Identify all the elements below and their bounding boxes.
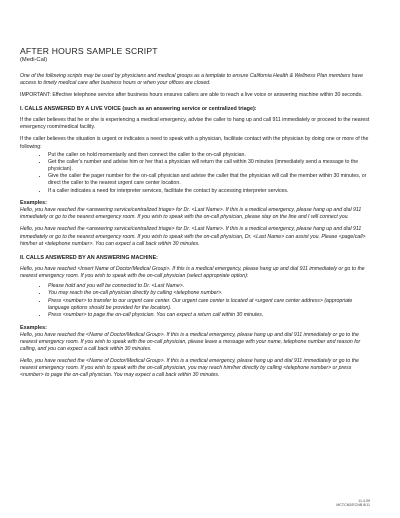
footer-line-1: 11.4.09 xyxy=(358,498,370,503)
list-item: • Give the caller the pager number for the on-call physician and advise the caller that the physician will call the member within 30 minutes, or direct the caller to the nearest urgent care center location. xyxy=(48,173,370,186)
section-2-example-2: Hello, you have reached the <Name of Doctor/Medical Group>. If this is a medical emergency, please hang up and dial 911 immediately or go to the nearest emergency room. If you wish to speak with the on-call physician, you may reach him/her directly by calling <telephone number> or press <number> to page the on-call physician. You may expect a call back within 30 minutes. xyxy=(20,358,359,379)
section-1-bullet-list xyxy=(20,152,370,195)
section-1-paragraph-1: If the caller believes that he or she is experiencing a medical emergency, advise the caller to hang up and call 911 immediately or proceed to the nearest emergency room/medical facility. xyxy=(20,117,370,131)
section-1-example-2: Hello, you have reached the <answering service/centralized triage> for Dr. <Last Name>. If this is a medical emergency, please hang up and dial 911 immediately or go to the nearest emergency room. If you wish to speak with the on-call physician, Dr. <Last Name> can assist you. Please <page/call> him/her at <telephone number>. You can expect a call back within 30 minutes. xyxy=(20,226,366,247)
page-footer xyxy=(336,499,370,508)
list-item: • Get the caller's number and advise him or her that a physician will return the call within 30 minutes (immediately send a message to the physician). xyxy=(48,159,370,172)
list-item: • Press <number> to transfer to our urgent care center. Our urgent care center is located at <urgent care center address> (appropriate language options should be provided for the location). xyxy=(48,298,370,311)
list-item: • Press <number> to page the on-call physician. You can expect a return call within 30 minutes. xyxy=(48,312,370,319)
list-item: • Please hold and you will be connected to Dr. <Last Name>. xyxy=(48,283,370,290)
list-item: • Put the caller on hold momentarily and then connect the caller to the on-call physician. xyxy=(48,152,370,159)
section-2-examples-heading: Examples: xyxy=(20,324,47,331)
section-2-heading: II. CALLS ANSWERED BY AN ANSWERING MACHINE: xyxy=(20,254,158,261)
section-2-bullet-list xyxy=(20,283,370,319)
page-subtitle: (Medi-Cal) xyxy=(20,57,48,63)
intro-paragraph: One of the following scripts may be used by physicians and medical groups as a template to ensure California Health & Wellness Plan members have access to timely medical care after business hours or when your offices are closed. xyxy=(20,73,364,87)
important-paragraph: IMPORTANT: Effective telephone service after business hours ensures callers are able to reach a live voice or answering machine within 30 seconds. xyxy=(20,92,363,99)
section-2-paragraph-1: Hello, you have reached <Insert Name of Doctor/Medical Group>. If this is a medical emergency, please hang up and dial 911 immediately or go to the nearest emergency room. If you wish to speak with the on-call physician (select appropriate option): xyxy=(20,265,365,279)
section-2-example-1: Hello, you have reached the <Name of Doctor/Medical Group>. If this is a medical emergency, please hang up and dial 911 immediately or go to the nearest emergency room. If you wish to speak with the on-call physician, please leave a message with your name, telephone number and reason for calling, and you can expect a call back within 30 minutes. xyxy=(20,331,361,353)
page-title: AFTER HOURS SAMPLE SCRIPT xyxy=(20,46,158,56)
section-1-examples-heading: Examples: xyxy=(20,200,47,207)
footer-line-2: MCTCN2/ECNB 8/11 xyxy=(336,503,370,508)
section-1-paragraph-2: If the caller believes the situation is urgent or indicates a need to speak with a physician, facilitate contact with the physician by doing one or more of the following: xyxy=(20,136,369,150)
section-1-example-1: Hello, you have reached the <answering service/centralized triage> for Dr. <Last Name>. If this is a medical emergency, please hang up and dial 911 immediately or go to the nearest emergency room. If you wish to speak with the on-call physician, please stay on the line and I will connect you. xyxy=(20,207,362,221)
list-item: • If a caller indicates a need for interpreter services, facilitate the contact by accessing interpreter services. xyxy=(48,188,370,195)
section-1-heading: I. CALLS ANSWERED BY A LIVE VOICE (such as an answering service or centralized triage): xyxy=(20,106,257,113)
list-item: • You may reach the on-call physician directly by calling <telephone number>. xyxy=(48,290,370,297)
